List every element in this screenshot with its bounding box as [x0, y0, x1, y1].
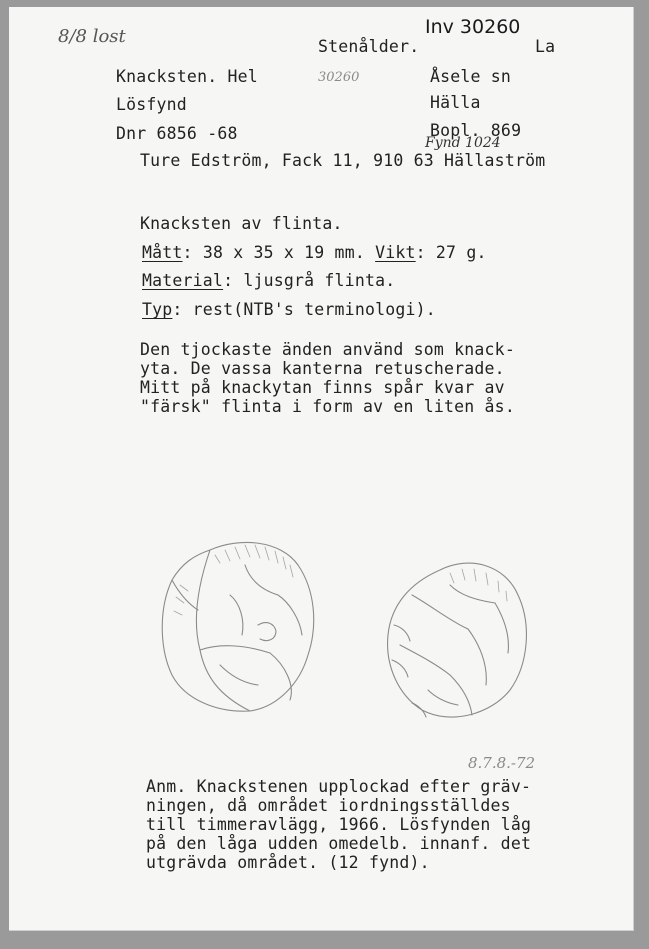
find-type: Lösfynd	[116, 95, 187, 114]
note-line: till timmeravlägg, 1966. Lösfynden låg	[146, 815, 532, 834]
period-code: La	[535, 37, 556, 56]
handwritten-inventory-number: Inv 30260	[425, 16, 521, 38]
hammerstone-drawing	[150, 525, 550, 735]
site: Bopl. 869	[430, 121, 522, 140]
pencil-number: 30260	[318, 70, 360, 85]
note-line: ningen, då området iordningsställdes	[146, 796, 511, 815]
place: Hälla	[430, 93, 481, 112]
material-line	[142, 271, 395, 290]
period: Stenålder.	[318, 37, 420, 56]
type-label: Typ	[142, 300, 173, 319]
description-line: Mitt på knackytan finns spår kvar av	[140, 378, 505, 397]
note-line: utgrävda området. (12 fynd).	[146, 853, 430, 872]
description-line: Den tjockaste änden använd som knack-	[140, 340, 515, 359]
pencil-date-note: 8.7.8.-72	[468, 754, 536, 772]
size-line	[142, 243, 487, 262]
type-value: : rest(NTB's terminologi).	[172, 300, 436, 319]
description-title: Knacksten av flinta.	[140, 214, 343, 233]
object-name: Knacksten. Hel	[116, 67, 258, 86]
material-label: Material	[142, 271, 224, 290]
annotation-note	[146, 777, 531, 872]
description-line: "färsk" flinta i form av en liten ås.	[140, 397, 515, 416]
size-value: : 38 x 35 x 19 mm.	[182, 243, 365, 262]
note-line: Anm. Knackstenen upplockad efter gräv-	[146, 777, 532, 796]
handwritten-top-left-note: 8/8 lost	[58, 26, 126, 47]
type-line	[142, 300, 436, 319]
size-label: Mått	[142, 243, 183, 262]
description-line: yta. De vassa kanterna retuscherade.	[140, 359, 505, 378]
weight-value: : 27 g.	[415, 243, 487, 262]
weight-label: Vikt	[375, 243, 416, 262]
hammerstone-sketch	[150, 525, 550, 735]
parish: Åsele sn	[430, 67, 512, 86]
finder: Ture Edström, Fack 11, 910 63 Hällaström	[140, 151, 546, 170]
registry-number: Dnr 6856 -68	[116, 124, 238, 143]
description-text	[140, 340, 515, 416]
handwritten-fynd-number: Fynd 1024	[425, 135, 501, 151]
note-line: på den låga udden omedelb. innanf. det	[146, 834, 532, 853]
material-value: : ljusgrå flinta.	[223, 271, 396, 290]
